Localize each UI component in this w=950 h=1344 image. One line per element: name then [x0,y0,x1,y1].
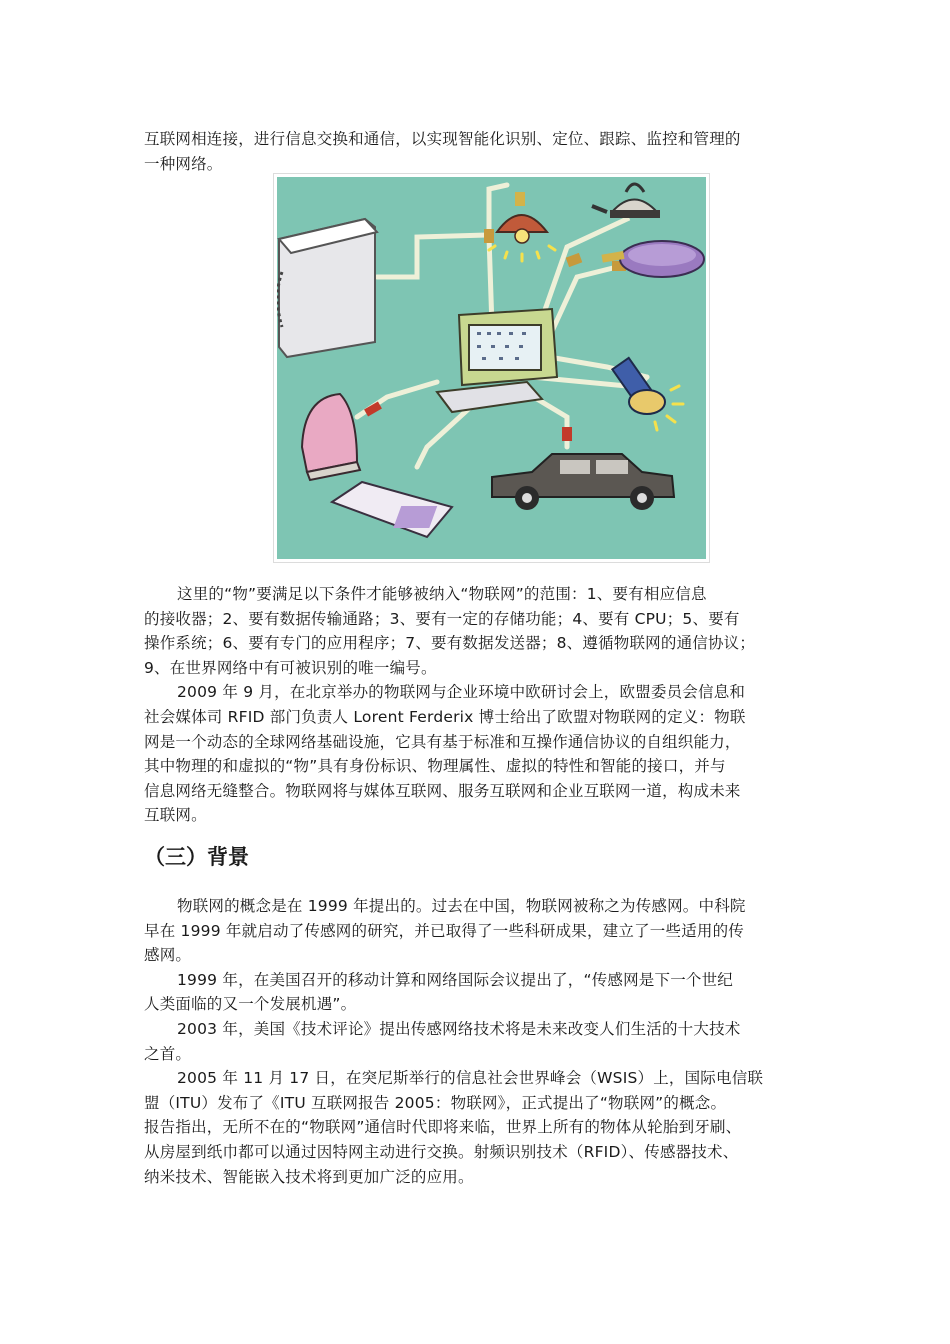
fax-machine [278,219,378,357]
text-line: 一种网络。 [144,154,223,173]
text-line: 其中物理的和虚拟的“物”具有身份标识、物理属性、虚拟的特性和智能的接口，并与 [144,757,726,776]
text-line: 物联网的概念是在 1999 年提出的。过去在中国，物联网被称之为传感网。中科院 [177,897,746,915]
text-line: 社会媒体司 RFID 部门负责人 Lorent Ferderix 博士给出了欧盟对物联网的定义：物联 [144,707,746,726]
text-line: 2005 年 11 月 17 日，在突尼斯举行的信息社会世界峰会（WSIS）上，国际电信联 [177,1069,764,1088]
text-line: 感网。 [144,946,192,965]
text-line: 之首。 [144,1044,192,1063]
text-line: 报告指出，无所不在的“物联网”通信时代即将来临，世界上所有的物体从轮胎到牙刷、 [144,1118,742,1137]
text-line: 网是一个动态的全球网络基础设施，它具有基于标准和互操作通信协议的自组织能力， [144,732,741,751]
body-paragraphs-1 [144,582,824,828]
text-line: 2009 年 9 月，在北京举办的物联网与企业环境中欧研讨会上，欧盟委员会信息和 [177,683,746,702]
text-line: 互联网。 [144,806,207,825]
text-line: 盟（ITU）发布了《ITU 互联网报告 2005：物联网》，正式提出了“物联网”的概念。 [144,1093,727,1112]
iot-illustration [273,173,710,563]
text-line: 操作系统；6、要有专门的应用程序；7、要有数据发送器；8、遵循物联网的通信协议； [144,634,756,653]
text-line: 1999 年，在美国召开的移动计算和网络国际会议提出了，“传感网是下一个世纪 [177,970,734,989]
section-heading: （三）背景 [144,845,249,869]
text-line: 人类面临的又一个发展机遇”。 [144,995,357,1014]
text-line: 的接收器；2、要有数据传输通路；3、要有一定的存储功能；4、要有 CPU；5、要有 [144,609,740,628]
text-line: 互联网相连接，进行信息交换和通信，以实现智能化识别、定位、跟踪、监控和管理的 [144,130,741,148]
text-line: 纳米技术、智能嵌入技术将到更加广泛的应用。 [144,1167,474,1186]
intro-paragraph [144,127,824,176]
text-line: 早在 1999 年就启动了传感网的研究，并已取得了一些科研成果，建立了一些适用的传 [144,921,745,940]
body-paragraphs-2 [144,894,824,1189]
text-line: 这里的“物”要满足以下条件才能够被纳入“物联网”的范围：1、要有相应信息 [177,585,707,603]
text-line: 2003 年，美国《技术评论》提出传感网络技术将是未来改变人们生活的十大技术 [177,1019,741,1038]
text-line: 信息网络无缝整合。物联网将与媒体互联网、服务互联网和企业互联网一道，构成未来 [144,781,741,800]
text-line: 9、在世界网络中有可被识别的唯一编号。 [144,658,437,677]
iot-illustration-drawing [277,177,706,559]
text-line: 从房屋到纸巾都可以通过因特网主动进行交换。射频识别技术（RFID）、传感器技术、 [144,1142,739,1161]
